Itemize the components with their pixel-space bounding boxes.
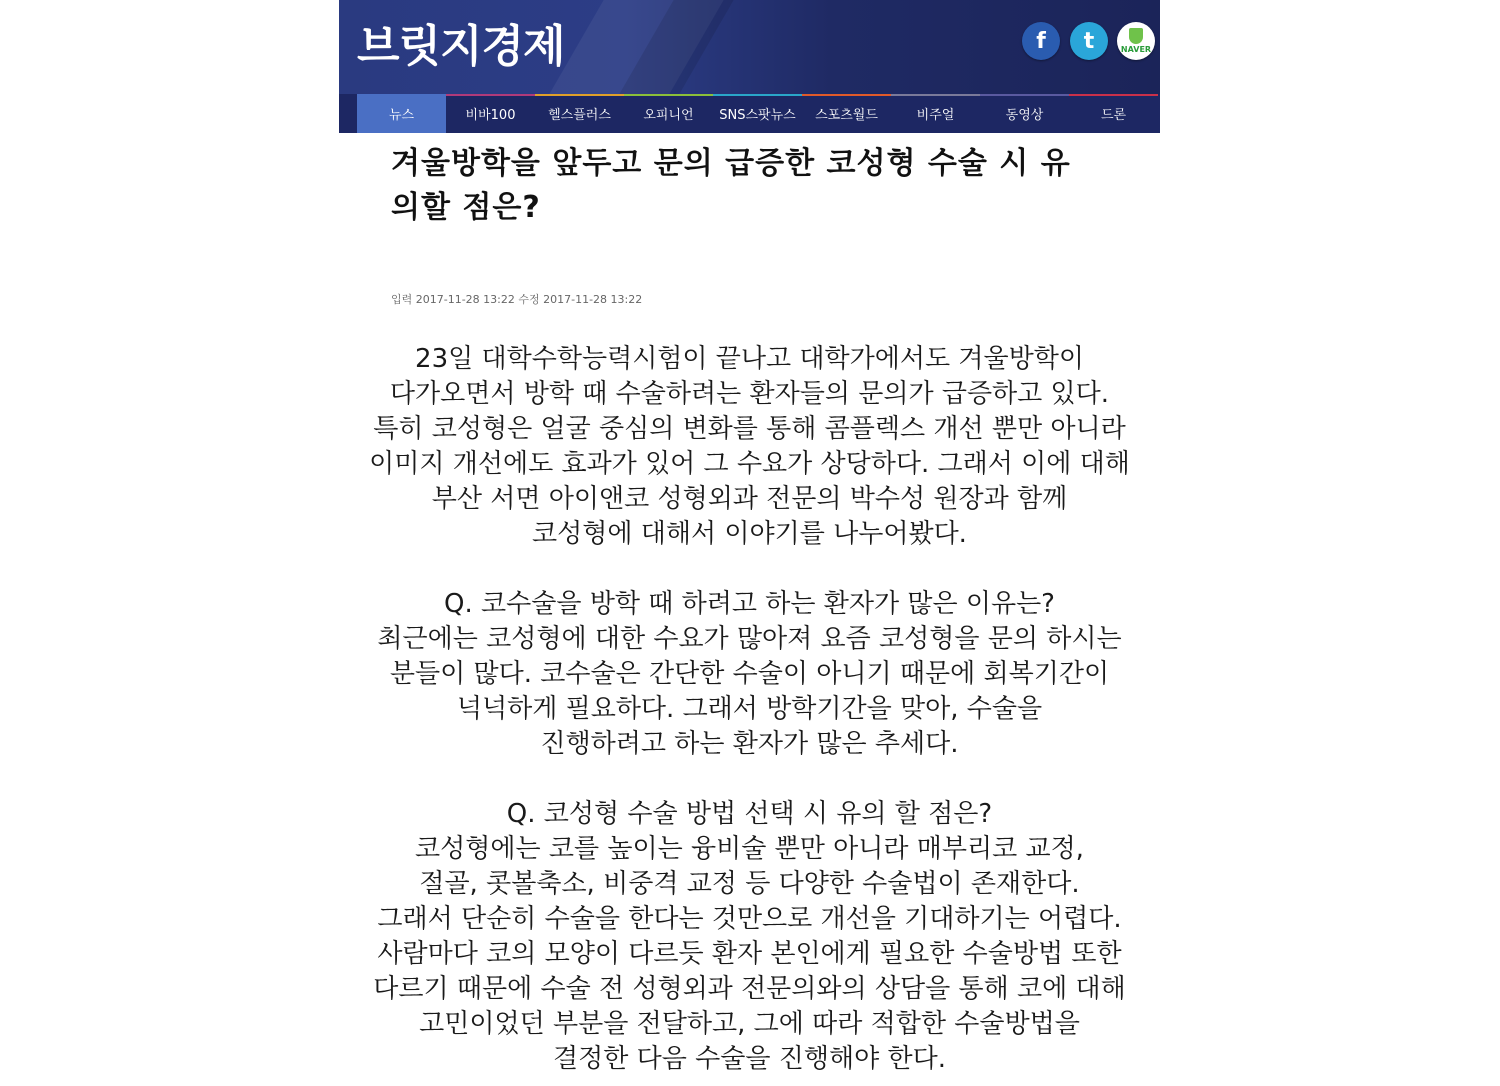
naver-label: NAVER bbox=[1120, 45, 1152, 54]
facebook-icon[interactable]: f bbox=[1022, 22, 1060, 60]
nav-item[interactable] bbox=[1069, 94, 1158, 133]
nav-item-label: 스포츠월드 bbox=[815, 108, 878, 123]
nav-item-label: 동영상 bbox=[1005, 108, 1044, 123]
paragraph-gap bbox=[339, 552, 1160, 587]
article-line: 절골, 콧볼축소, 비중격 교정 등 다양한 수술법이 존재한다. bbox=[419, 869, 1080, 899]
article-line: 코성형에 대해서 이야기를 나누어봤다. bbox=[532, 519, 967, 549]
article-dateline: 입력 2017-11-28 13:22 수정 2017-11-28 13:22 bbox=[391, 293, 643, 306]
nav-item[interactable] bbox=[357, 94, 446, 133]
nav-item-accent bbox=[1069, 94, 1158, 96]
paragraph-gap bbox=[339, 762, 1160, 797]
nav-item-accent bbox=[357, 94, 446, 96]
nav-item-accent bbox=[624, 94, 713, 96]
nav-bar bbox=[357, 94, 1160, 133]
nav-item-label: 오피니언 bbox=[643, 108, 694, 123]
site-header bbox=[339, 0, 1160, 94]
article-line: 다르기 때문에 수술 전 성형외과 전문의와의 상담을 통해 코에 대해 bbox=[373, 974, 1126, 1004]
nav-item-accent bbox=[535, 94, 624, 96]
article-line: 특히 코성형은 얼굴 중심의 변화를 통해 콤플렉스 개선 뿐만 아니라 bbox=[373, 414, 1126, 444]
article-line: 다가오면서 방학 때 수술하려는 환자들의 문의가 급증하고 있다. bbox=[389, 379, 1110, 409]
article-title-line: 겨울방학을 앞두고 문의 급증한 코성형 수술 시 유 bbox=[391, 146, 1071, 181]
article-line: 23일 대학수학능력시험이 끝나고 대학가에서도 겨울방학이 bbox=[415, 344, 1084, 374]
main-nav bbox=[339, 94, 1160, 133]
nav-item-label: 헬스플러스 bbox=[548, 108, 611, 123]
twitter-icon[interactable]: t bbox=[1070, 22, 1108, 60]
nav-item[interactable] bbox=[891, 94, 980, 133]
nav-item[interactable] bbox=[535, 94, 624, 133]
nav-item-label: 비바100 bbox=[465, 108, 516, 123]
article-line: 고민이었던 부분을 전달하고, 그에 따라 적합한 수술방법을 bbox=[419, 1009, 1080, 1039]
nav-item-label: 뉴스 bbox=[388, 108, 415, 123]
article-title-line: 의할 점은? bbox=[391, 190, 541, 225]
article-page bbox=[339, 0, 1160, 1086]
nav-item-accent bbox=[980, 94, 1069, 96]
nav-item-accent bbox=[802, 94, 891, 96]
nav-item[interactable] bbox=[624, 94, 713, 133]
nav-item-accent bbox=[446, 94, 535, 96]
article-line: 넉넉하게 필요하다. 그래서 방학기간을 맞아, 수술을 bbox=[456, 694, 1043, 724]
nav-item-accent bbox=[891, 94, 980, 96]
site-logo[interactable]: 브릿지경제 bbox=[357, 21, 565, 72]
article-line: 그래서 단순히 수술을 한다는 것만으로 개선을 기대하기는 어렵다. bbox=[377, 904, 1122, 934]
nav-item-label: SNS스팟뉴스 bbox=[719, 108, 796, 123]
article-line: 분들이 많다. 코수술은 간단한 수술이 아니기 때문에 회복기간이 bbox=[389, 659, 1110, 689]
article-line: 이미지 개선에도 효과가 있어 그 수요가 상당하다. 그래서 이에 대해 bbox=[369, 449, 1130, 479]
naver-leaf-icon bbox=[1129, 28, 1143, 44]
article-line: 코성형에는 코를 높이는 융비술 뿐만 아니라 매부리코 교정, bbox=[415, 834, 1084, 864]
nav-item-label: 드론 bbox=[1100, 108, 1127, 123]
article-line: 최근에는 코성형에 대한 수요가 많아져 요즘 코성형을 문의 하시는 bbox=[377, 624, 1122, 654]
article-line: 사람마다 코의 모양이 다르듯 환자 본인에게 필요한 수술방법 또한 bbox=[377, 939, 1122, 969]
nav-item[interactable] bbox=[802, 94, 891, 133]
article-line: 진행하려고 하는 환자가 많은 추세다. bbox=[540, 729, 959, 759]
article-title bbox=[391, 142, 1121, 230]
nav-item[interactable] bbox=[713, 94, 802, 133]
naver-icon[interactable] bbox=[1117, 22, 1155, 60]
nav-item-accent bbox=[713, 94, 802, 96]
article-line: 결정한 다음 수술을 진행해야 한다. bbox=[553, 1044, 946, 1074]
article-body bbox=[339, 342, 1160, 1077]
article-line: 부산 서면 아이앤코 성형외과 전문의 박수성 원장과 함께 bbox=[431, 484, 1068, 514]
article-line: Q. 코성형 수술 방법 선택 시 유의 할 점은? bbox=[506, 799, 993, 829]
nav-item-label: 비주얼 bbox=[916, 108, 955, 123]
nav-item[interactable] bbox=[980, 94, 1069, 133]
article-line: Q. 코수술을 방학 때 하려고 하는 환자가 많은 이유는? bbox=[444, 589, 1055, 619]
nav-item[interactable] bbox=[446, 94, 535, 133]
